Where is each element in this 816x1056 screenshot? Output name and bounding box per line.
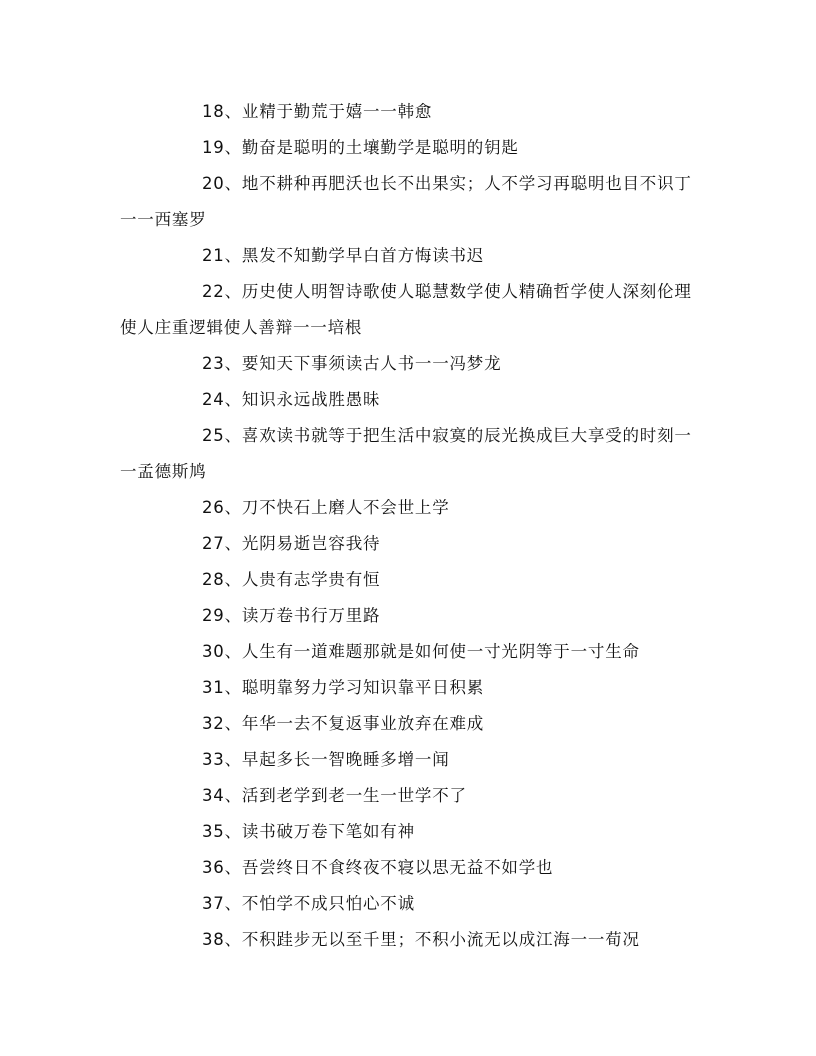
quote-paragraph: 35、读书破万卷下笔如有神 [202, 822, 415, 841]
quote-paragraph: 23、要知天下事须读古人书一一冯梦龙 [202, 354, 502, 373]
quote-paragraph: 28、人贵有志学贵有恒 [202, 570, 381, 589]
quote-paragraph: 37、不怕学不成只怕心不诚 [202, 894, 415, 913]
quote-paragraph: 32、年华一去不复返事业放弃在难成 [202, 714, 485, 733]
quote-paragraph: 25、喜欢读书就等于把生活中寂寞的辰光换成巨大享受的时刻一一孟德斯鸠 [120, 426, 692, 481]
quote-paragraph: 22、历史使人明智诗歌使人聪慧数学使人精确哲学使人深刻伦理使人庄重逻辑使人善辩一一培根 [120, 282, 692, 337]
quote-paragraph: 20、地不耕种再肥沃也长不出果实；人不学习再聪明也目不识丁一一西塞罗 [120, 174, 692, 229]
quote-paragraph: 36、吾尝终日不食终夜不寝以思无益不如学也 [202, 858, 554, 877]
quote-paragraph: 38、不积跬步无以至千里；不积小流无以成江海一一荀况 [202, 930, 640, 949]
quote-paragraph: 26、刀不快石上磨人不会世上学 [202, 498, 450, 517]
quote-paragraph: 34、活到老学到老一生一世学不了 [202, 786, 467, 805]
quote-paragraph: 19、勤奋是聪明的土壤勤学是聪明的钥匙 [202, 138, 519, 157]
quote-paragraph: 18、业精于勤荒于嬉一一韩愈 [202, 102, 433, 121]
quote-paragraph: 29、读万卷书行万里路 [202, 606, 381, 625]
quote-paragraph: 27、光阴易逝岂容我待 [202, 534, 381, 553]
quote-paragraph: 31、聪明靠努力学习知识靠平日积累 [202, 678, 485, 697]
quote-list [120, 94, 696, 958]
quote-paragraph: 33、早起多长一智晚睡多增一闻 [202, 750, 450, 769]
quote-paragraph: 30、人生有一道难题那就是如何使一寸光阴等于一寸生命 [202, 642, 640, 661]
quote-paragraph: 21、黑发不知勤学早白首方悔读书迟 [202, 246, 485, 265]
quote-paragraph: 24、知识永远战胜愚昧 [202, 390, 381, 409]
